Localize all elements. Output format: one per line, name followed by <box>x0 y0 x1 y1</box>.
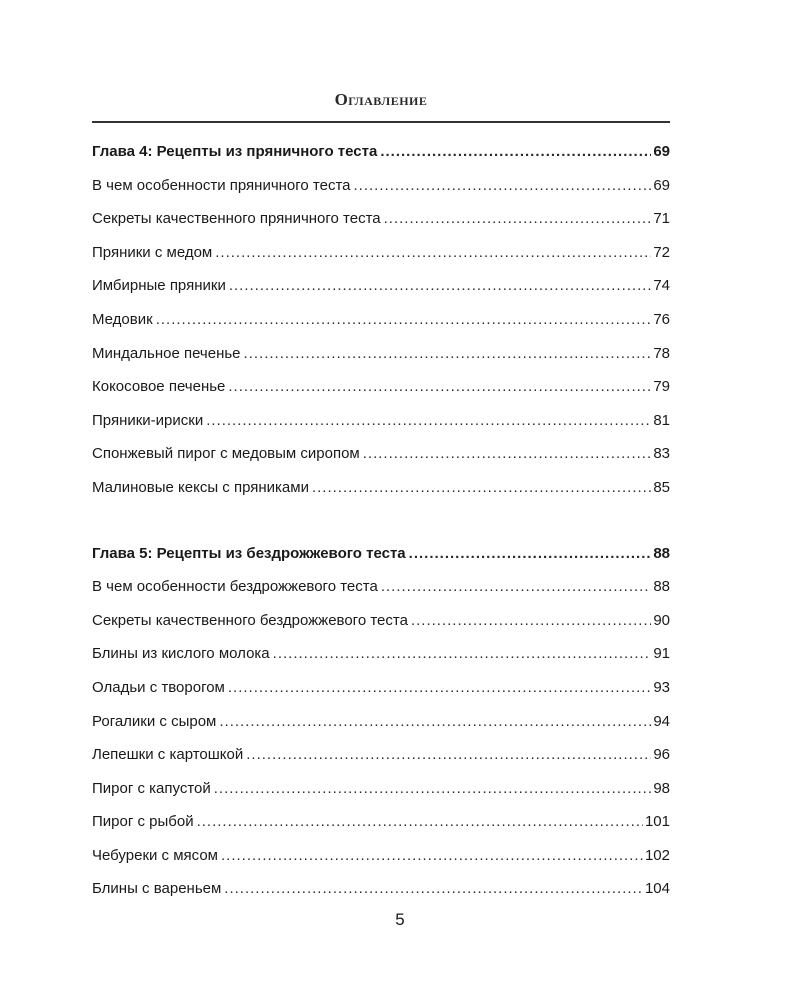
toc-page-number: 102 <box>644 846 670 864</box>
toc-entry-title: Секреты качественного бездрожжевого теста <box>92 611 408 629</box>
dot-leader <box>312 475 651 501</box>
toc-entry-title: Пряники с медом <box>92 243 213 261</box>
toc-entry-title: Пряники-ириски <box>92 411 204 429</box>
toc-entry-title: Пирог с рыбой <box>92 813 194 831</box>
dot-leader <box>229 273 651 299</box>
toc-page-number: 91 <box>653 645 670 663</box>
toc-entry[interactable] <box>92 742 670 776</box>
toc-entry-title: Кокосовое печенье <box>92 378 226 396</box>
dot-leader <box>224 876 643 902</box>
dot-leader <box>384 206 652 232</box>
toc-page-number: 88 <box>653 578 670 596</box>
toc-page-number: 96 <box>653 746 670 764</box>
toc-page-number: 98 <box>653 779 670 797</box>
toc-chapter-heading[interactable] <box>92 541 670 575</box>
toc-page-number: 94 <box>653 712 670 730</box>
toc-page-number: 101 <box>644 813 670 831</box>
toc-page-number: 79 <box>653 378 670 396</box>
toc-page-number: 72 <box>653 243 670 261</box>
dot-leader <box>228 675 651 701</box>
dot-leader <box>411 608 651 634</box>
toc-entry-title: Блины с вареньем <box>92 880 222 898</box>
dot-leader <box>354 173 652 199</box>
toc-page-number: 69 <box>653 143 670 160</box>
dot-leader <box>409 541 652 567</box>
toc-page-number: 81 <box>653 411 670 429</box>
title-divider <box>92 121 670 123</box>
dot-leader <box>380 139 651 165</box>
toc-entry-title: Чебуреки с мясом <box>92 846 218 864</box>
toc-page-number: 85 <box>653 478 670 496</box>
toc-page-number: 69 <box>653 176 670 194</box>
toc-entry[interactable] <box>92 641 670 675</box>
toc-page-number: 71 <box>653 210 670 228</box>
toc-entry-title: В чем особенности бездрожжевого теста <box>92 578 378 596</box>
dot-leader <box>214 776 652 802</box>
toc-entry[interactable] <box>92 809 670 843</box>
toc-entry[interactable] <box>92 374 670 408</box>
dot-leader <box>381 574 652 600</box>
toc-entry-title: Миндальное печенье <box>92 344 241 362</box>
dot-leader <box>215 240 651 266</box>
toc-entry[interactable] <box>92 776 670 810</box>
toc-entry[interactable] <box>92 173 670 207</box>
toc-entry[interactable] <box>92 843 670 877</box>
toc-entry-title: Спонжевый пирог с медовым сиропом <box>92 445 360 463</box>
dot-leader <box>219 709 651 735</box>
dot-leader <box>363 441 652 467</box>
toc-entry[interactable] <box>92 307 670 341</box>
toc-entry-title: Малиновые кексы с пряниками <box>92 478 309 496</box>
toc-entry[interactable] <box>92 574 670 608</box>
toc-entry[interactable] <box>92 206 670 240</box>
table-of-contents <box>92 139 670 910</box>
toc-page-number: 76 <box>653 310 670 328</box>
toc-entry-title: Пирог с капустой <box>92 779 211 797</box>
toc-entry[interactable] <box>92 675 670 709</box>
toc-entry-title: Лепешки с картошкой <box>92 746 244 764</box>
toc-chapter-title: Глава 4: Рецепты из пряничного теста <box>92 143 378 160</box>
toc-entry[interactable] <box>92 709 670 743</box>
toc-page-number: 90 <box>653 611 670 629</box>
dot-leader <box>221 843 643 869</box>
toc-entry[interactable] <box>92 475 670 509</box>
dot-leader <box>246 742 651 768</box>
dot-leader <box>228 374 651 400</box>
toc-entry-title: Оладьи с творогом <box>92 678 225 696</box>
toc-entry[interactable] <box>92 240 670 274</box>
toc-entry-title: Имбирные пряники <box>92 277 226 295</box>
toc-page-number: 88 <box>653 544 670 562</box>
toc-entry-title: В чем особенности пряничного теста <box>92 176 351 194</box>
dot-leader <box>273 641 652 667</box>
toc-entry[interactable] <box>92 341 670 375</box>
toc-entry[interactable] <box>92 441 670 475</box>
toc-entry[interactable] <box>92 408 670 442</box>
toc-entry-title: Секреты качественного пряничного теста <box>92 210 381 228</box>
toc-chapter-title: Глава 5: Рецепты из бездрожжевого теста <box>92 544 406 562</box>
dot-leader <box>206 408 651 434</box>
dot-leader <box>244 341 652 367</box>
toc-page-number: 78 <box>653 344 670 362</box>
toc-entry-title: Медовик <box>92 310 153 328</box>
toc-entry-title: Рогалики с сыром <box>92 712 217 730</box>
toc-page-number: 104 <box>644 880 670 898</box>
toc-page-number: 83 <box>653 445 670 463</box>
page-title: Оглавление <box>334 90 428 109</box>
toc-entry[interactable] <box>92 876 670 910</box>
toc-page-number: 93 <box>653 678 670 696</box>
toc-entry-title: Блины из кислого молока <box>92 645 270 663</box>
toc-entry[interactable] <box>92 608 670 642</box>
toc-page-number: 74 <box>653 277 670 295</box>
toc-chapter-heading[interactable] <box>92 139 670 173</box>
dot-leader <box>156 307 652 333</box>
dot-leader <box>197 809 643 835</box>
toc-entry[interactable] <box>92 273 670 307</box>
page-number: 5 <box>395 910 405 929</box>
